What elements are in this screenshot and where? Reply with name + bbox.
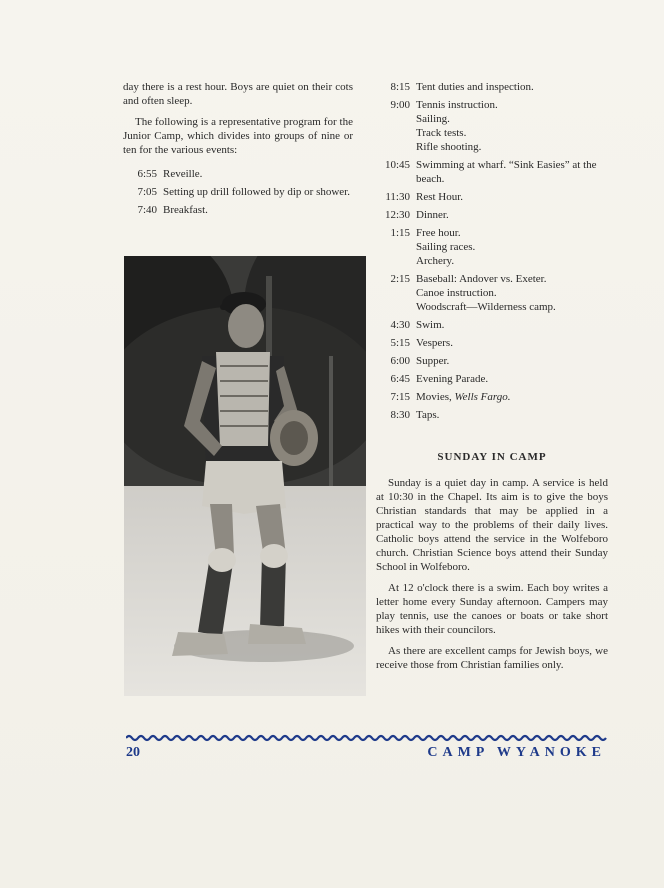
schedule-time: 10:45 <box>384 159 410 171</box>
baseball-catcher-photo <box>124 256 366 696</box>
schedule-activity: Supper. <box>416 355 450 367</box>
schedule-time: 8:30 <box>390 409 410 421</box>
schedule-entry <box>376 158 608 186</box>
schedule-time: 7:05 <box>137 186 157 198</box>
schedule-activity: Rest Hour. <box>416 191 464 203</box>
schedule-entry <box>123 167 353 181</box>
schedule-time: 12:30 <box>384 209 410 221</box>
schedule-entry <box>376 226 608 268</box>
schedule-activity: Movies, <box>416 391 452 403</box>
footer-title: CAMP WYANOKE <box>427 745 606 760</box>
schedule-entry <box>376 390 608 404</box>
admission-paragraph: As there are excellent camps for Jewish boys, we receive those from Christian families only. <box>376 645 608 671</box>
schedule-activity: Taps. <box>416 409 440 421</box>
section-heading: SUNDAY IN CAMP <box>437 451 547 463</box>
schedule-activity: Vespers. <box>416 337 453 349</box>
schedule-activity-group <box>416 272 608 314</box>
schedule-time: 4:30 <box>390 319 410 331</box>
schedule-activity: Reveille. <box>163 168 203 180</box>
schedule-time: 2:15 <box>390 273 410 285</box>
schedule-entry <box>376 354 608 368</box>
schedule-activity: Evening Parade. <box>416 373 489 385</box>
schedule-activity: Baseball: Andover vs. Exeter. <box>416 273 547 285</box>
left-column <box>123 80 353 221</box>
schedule-activity: Swimming at wharf. “Sink Easies” at the beach. <box>416 159 597 185</box>
schedule-entry <box>376 318 608 332</box>
sunday-paragraph: Sunday is a quiet day in camp. A service is held at 10:30 in the Chapel. Its aim is to give the boys Christian standards that may be applied in a practical way to the problems of their daily lives. Catholic boys attend the service in the Wolfeboro church. Christian Science boys attend their Sunday School in Wolfeboro. <box>376 477 608 573</box>
schedule-entry <box>376 336 608 350</box>
swim-paragraph: At 12 o'clock there is a swim. Each boy writes a letter home every Sunday afternoon. Campers may play tennis, use the canoes or boats or take short hikes with their councilors. <box>376 582 608 636</box>
schedule-activity-group <box>416 226 608 268</box>
program-intro-paragraph: The following is a representative program for the Junior Camp, which divides into groups of nine or ten for the various events: <box>123 116 353 156</box>
page-number: 20 <box>126 745 140 760</box>
schedule-activity: Swim. <box>416 319 445 331</box>
schedule-entry <box>376 372 608 386</box>
schedule-entry <box>376 272 608 314</box>
schedule-subactivity: Rifle shooting. <box>416 141 482 153</box>
schedule-time: 9:00 <box>390 99 410 111</box>
schedule-time: 7:15 <box>390 391 410 403</box>
schedule-entry <box>123 203 353 217</box>
schedule-time: 11:30 <box>385 191 410 203</box>
schedule-time: 6:45 <box>390 373 410 385</box>
schedule-time: 6:55 <box>137 168 157 180</box>
schedule-time: 7:40 <box>137 204 157 216</box>
schedule-entry <box>376 408 608 422</box>
schedule-activity-group <box>416 98 608 154</box>
schedule-activity: Breakfast. <box>163 204 208 216</box>
schedule-subactivity: Track tests. <box>416 127 467 139</box>
schedule-activity: Dinner. <box>416 209 449 221</box>
movie-title: Wells Fargo. <box>454 391 511 403</box>
schedule-activity-group <box>416 390 608 404</box>
schedule-time: 8:15 <box>390 81 410 93</box>
schedule-entry <box>376 190 608 204</box>
schedule-entry <box>376 80 608 94</box>
schedule-activity: Free hour. <box>416 227 461 239</box>
right-column <box>376 80 608 679</box>
schedule-subactivity: Canoe instruction. <box>416 287 497 299</box>
schedule-activity: Setting up drill followed by dip or shower. <box>163 186 350 198</box>
wavy-divider <box>126 733 608 743</box>
schedule-time: 1:15 <box>390 227 410 239</box>
daily-schedule <box>376 80 608 422</box>
intro-paragraph: day there is a rest hour. Boys are quiet on their cots and often sleep. <box>123 81 353 107</box>
schedule-entry <box>376 208 608 222</box>
schedule-activity: Tennis instruction. <box>416 99 498 111</box>
schedule-time: 5:15 <box>390 337 410 349</box>
schedule-subactivity: Woodscraft—Wilderness camp. <box>416 301 556 313</box>
schedule-activity: Tent duties and inspection. <box>416 81 534 93</box>
schedule-entry <box>376 98 608 154</box>
schedule-subactivity: Sailing. <box>416 113 450 125</box>
morning-schedule <box>123 167 353 217</box>
schedule-time: 6:00 <box>390 355 410 367</box>
schedule-subactivity: Archery. <box>416 255 455 267</box>
schedule-subactivity: Sailing races. <box>416 241 476 253</box>
schedule-entry <box>123 185 353 199</box>
